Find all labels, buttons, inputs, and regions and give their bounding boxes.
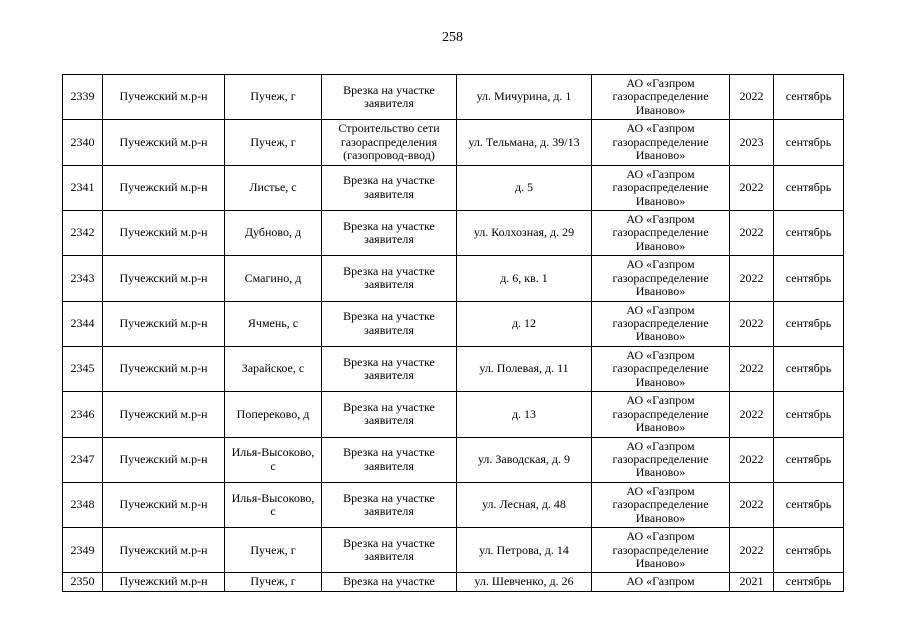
cell-month: сентябрь [774, 301, 844, 346]
cell-work-type: Врезка на участке заявителя [322, 482, 457, 527]
cell-row-id: 2350 [63, 573, 103, 591]
cell-year: 2022 [730, 437, 774, 482]
cell-row-id: 2348 [63, 482, 103, 527]
table-row [63, 528, 844, 573]
cell-row-id: 2339 [63, 75, 103, 120]
cell-row-id: 2349 [63, 528, 103, 573]
cell-district: Пучежский м.р-н [103, 482, 225, 527]
cell-company: АО «Газпром газораспределение Иваново» [592, 75, 730, 120]
cell-row-id: 2342 [63, 210, 103, 255]
cell-district: Пучежский м.р-н [103, 392, 225, 437]
cell-address: ул. Мичурина, д. 1 [457, 75, 592, 120]
cell-year: 2021 [730, 573, 774, 591]
cell-work-type: Врезка на участке заявителя [322, 256, 457, 301]
cell-row-id: 2340 [63, 120, 103, 165]
cell-address: д. 13 [457, 392, 592, 437]
cell-settlement: Листье, с [225, 165, 322, 210]
cell-district: Пучежский м.р-н [103, 573, 225, 591]
cell-work-type: Врезка на участке заявителя [322, 301, 457, 346]
cell-month: сентябрь [774, 346, 844, 391]
cell-settlement: Попереково, д [225, 392, 322, 437]
cell-year: 2022 [730, 165, 774, 210]
cell-company: АО «Газпром [592, 573, 730, 591]
cell-work-type: Строительство сети газораспределения (газопровод-ввод) [322, 120, 457, 165]
cell-address: д. 6, кв. 1 [457, 256, 592, 301]
cell-year: 2022 [730, 528, 774, 573]
cell-district: Пучежский м.р-н [103, 346, 225, 391]
table-row [63, 437, 844, 482]
cell-district: Пучежский м.р-н [103, 210, 225, 255]
cell-month: сентябрь [774, 528, 844, 573]
cell-row-id: 2341 [63, 165, 103, 210]
cell-district: Пучежский м.р-н [103, 437, 225, 482]
cell-month: сентябрь [774, 75, 844, 120]
cell-company: АО «Газпром газораспределение Иваново» [592, 301, 730, 346]
cell-month: сентябрь [774, 392, 844, 437]
cell-company: АО «Газпром газораспределение Иваново» [592, 528, 730, 573]
cell-year: 2022 [730, 482, 774, 527]
table-row [63, 165, 844, 210]
cell-district: Пучежский м.р-н [103, 120, 225, 165]
cell-settlement: Ячмень, с [225, 301, 322, 346]
page-number: 258 [442, 30, 463, 45]
cell-work-type: Врезка на участке заявителя [322, 165, 457, 210]
cell-settlement: Илья-Высоково, с [225, 437, 322, 482]
cell-row-id: 2343 [63, 256, 103, 301]
cell-month: сентябрь [774, 165, 844, 210]
cell-year: 2023 [730, 120, 774, 165]
cell-settlement: Пучеж, г [225, 75, 322, 120]
table-row [63, 573, 844, 591]
cell-company: АО «Газпром газораспределение Иваново» [592, 210, 730, 255]
cell-year: 2022 [730, 210, 774, 255]
cell-work-type: Врезка на участке заявителя [322, 75, 457, 120]
table-container [62, 74, 843, 592]
table-body [63, 75, 844, 592]
cell-settlement: Зарайское, с [225, 346, 322, 391]
cell-company: АО «Газпром газораспределение Иваново» [592, 482, 730, 527]
cell-work-type: Врезка на участке [322, 573, 457, 591]
cell-settlement: Пучеж, г [225, 120, 322, 165]
cell-year: 2022 [730, 301, 774, 346]
cell-address: ул. Полевая, д. 11 [457, 346, 592, 391]
cell-month: сентябрь [774, 482, 844, 527]
cell-address: д. 5 [457, 165, 592, 210]
cell-work-type: Врезка на участке заявителя [322, 437, 457, 482]
cell-work-type: Врезка на участке заявителя [322, 346, 457, 391]
cell-district: Пучежский м.р-н [103, 528, 225, 573]
cell-address: ул. Петрова, д. 14 [457, 528, 592, 573]
cell-settlement: Илья-Высоково, с [225, 482, 322, 527]
cell-month: сентябрь [774, 573, 844, 591]
cell-work-type: Врезка на участке заявителя [322, 392, 457, 437]
cell-row-id: 2344 [63, 301, 103, 346]
table-row [63, 346, 844, 391]
cell-month: сентябрь [774, 437, 844, 482]
cell-company: АО «Газпром газораспределение Иваново» [592, 165, 730, 210]
cell-address: ул. Заводская, д. 9 [457, 437, 592, 482]
table-row [63, 120, 844, 165]
cell-settlement: Пучеж, г [225, 528, 322, 573]
table-row [63, 210, 844, 255]
cell-company: АО «Газпром газораспределение Иваново» [592, 120, 730, 165]
cell-address: ул. Тельмана, д. 39/13 [457, 120, 592, 165]
cell-row-id: 2346 [63, 392, 103, 437]
cell-address: ул. Шевченко, д. 26 [457, 573, 592, 591]
cell-year: 2022 [730, 392, 774, 437]
cell-month: сентябрь [774, 120, 844, 165]
table-row [63, 75, 844, 120]
cell-month: сентябрь [774, 256, 844, 301]
cell-district: Пучежский м.р-н [103, 256, 225, 301]
table-row [63, 482, 844, 527]
cell-month: сентябрь [774, 210, 844, 255]
cell-company: АО «Газпром газораспределение Иваново» [592, 437, 730, 482]
cell-settlement: Дубново, д [225, 210, 322, 255]
cell-district: Пучежский м.р-н [103, 75, 225, 120]
cell-address: ул. Колхозная, д. 29 [457, 210, 592, 255]
cell-district: Пучежский м.р-н [103, 301, 225, 346]
gasification-schedule-table [62, 74, 844, 592]
cell-settlement: Смагино, д [225, 256, 322, 301]
cell-row-id: 2347 [63, 437, 103, 482]
cell-year: 2022 [730, 346, 774, 391]
table-row [63, 301, 844, 346]
table-row [63, 392, 844, 437]
cell-address: д. 12 [457, 301, 592, 346]
cell-row-id: 2345 [63, 346, 103, 391]
cell-work-type: Врезка на участке заявителя [322, 210, 457, 255]
cell-company: АО «Газпром газораспределение Иваново» [592, 346, 730, 391]
cell-year: 2022 [730, 75, 774, 120]
cell-company: АО «Газпром газораспределение Иваново» [592, 392, 730, 437]
cell-company: АО «Газпром газораспределение Иваново» [592, 256, 730, 301]
cell-work-type: Врезка на участке заявителя [322, 528, 457, 573]
cell-year: 2022 [730, 256, 774, 301]
cell-settlement: Пучеж, г [225, 573, 322, 591]
cell-address: ул. Лесная, д. 48 [457, 482, 592, 527]
cell-district: Пучежский м.р-н [103, 165, 225, 210]
table-row [63, 256, 844, 301]
